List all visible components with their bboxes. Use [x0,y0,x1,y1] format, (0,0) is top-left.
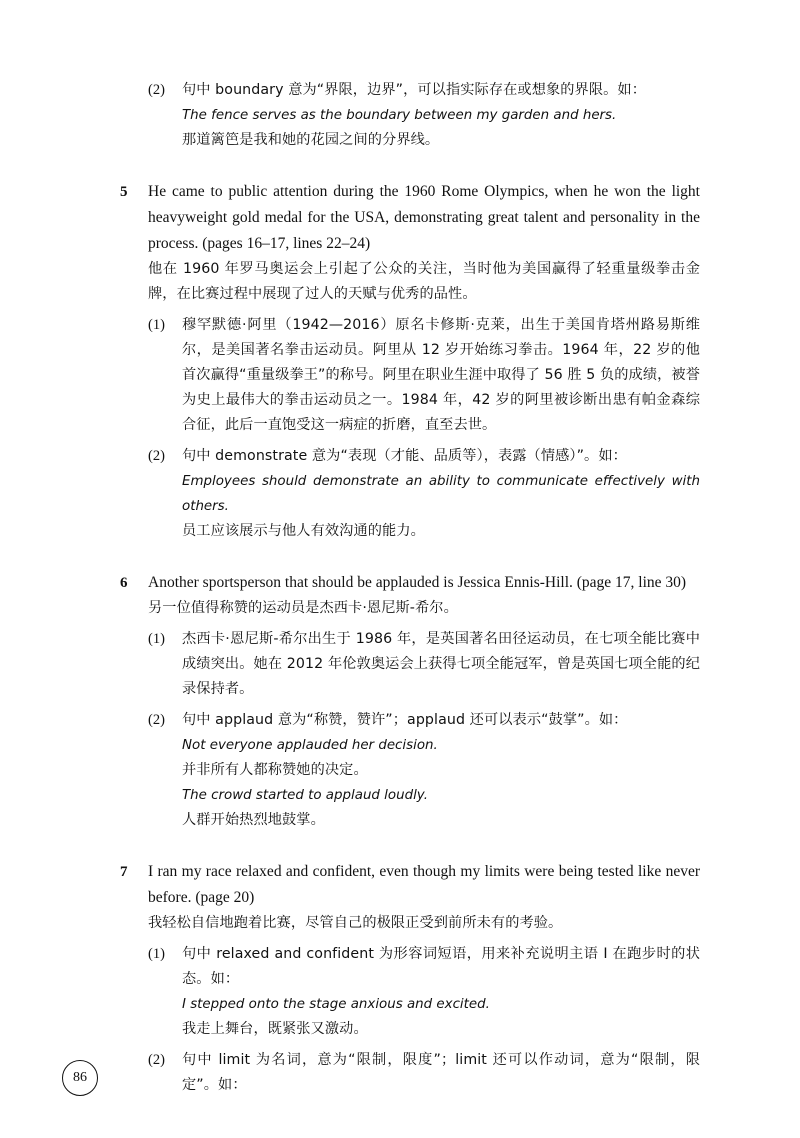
sub-item [148,78,700,153]
example-sentence: I stepped onto the stage anxious and excited. [182,997,490,1012]
example-translation: 员工应该展示与他人有效沟通的能力。 [182,523,425,539]
note-text: 穆罕默德·阿里（1942—2016）原名卡修斯·克莱，出生于美国肯塔州路易斯维尔，是美国著名拳击运动员。阿里从 12 岁开始练习拳击。1964 年，22 岁的他首次赢得“重量级拳王”的称号。阿里在职业生涯中取得了 56 胜 5 负的成绩，被誉为史上最伟大的拳击运动员之一。1984 年，42 岁的阿里被诊断出患有帕金森综合征，此后一直饱受这一病症的折磨，直至去世。 [182,317,700,433]
note-text: 句中 relaxed and confident 为形容词短语，用来补充说明主语 I 在跑步时的状态。如： [182,946,700,987]
entry-block [120,570,700,833]
sub-item-body [182,1048,700,1098]
example-sentence: The fence serves as the boundary between my garden and hers. [182,108,617,123]
sub-item [148,708,700,833]
example-translation: 我走上舞台，既紧张又激动。 [182,1021,368,1037]
note-text: 句中 applaud 意为“称赞，赞许”；applaud 还可以表示“鼓掌”。如： [182,712,628,728]
entry-number: 7 [120,864,128,880]
entry-translation: 他在 1960 年罗马奥运会上引起了公众的关注，当时他为美国赢得了轻重量级拳击金牌，在比赛过程中展现了过人的天赋与优秀的品性。 [148,261,700,302]
entry-translation: 我轻松自信地跑着比赛，尽管自己的极限正受到前所未有的考验。 [148,915,563,931]
sub-item-label: (2) [148,712,165,728]
entry-body [148,179,700,544]
example-sentence: Not everyone applauded her decision. [182,738,438,753]
entry-number: 6 [120,575,128,591]
entry-number [120,72,148,153]
sub-item-label: (2) [148,82,165,98]
entry-body [148,570,700,833]
note-text: 句中 boundary 意为“界限，边界”，可以指实际存在或想象的界限。如： [182,82,646,98]
note-text: 句中 demonstrate 意为“表现（才能、品质等），表露（情感）”。如： [182,448,627,464]
example-translation: 那道篱笆是我和她的花园之间的分界线。 [182,132,440,148]
example-translation: 人群开始热烈地鼓掌。 [182,812,325,828]
example-sentence: The crowd started to applaud loudly. [182,788,428,803]
example-translation: 并非所有人都称赞她的决定。 [182,762,368,778]
entry-source-sentence: I ran my race relaxed and confident, even though my limits were being tested like never before. (page 20) [148,863,700,906]
entry-block [120,179,700,544]
page-number: 86 [62,1060,98,1096]
example-sentence: Employees should demonstrate an ability to communicate effectively with others. [182,474,700,514]
sub-item-body [182,708,700,833]
entry-block [120,72,700,153]
sub-item-label: (1) [148,946,165,962]
sub-item-body [182,313,700,438]
sub-item-label: (2) [148,448,165,464]
sub-item-body [182,78,700,153]
sub-item-label: (1) [148,317,165,333]
sub-item-label: (1) [148,631,165,647]
sub-item [148,627,700,702]
entry-source-sentence: He came to public attention during the 1960 Rome Olympics, when he won the light heavyweight gold medal for the USA, demonstrating great talent and personality in the process. (pages 16–17, lines 22–24) [148,183,700,252]
entry-translation: 另一位值得称赞的运动员是杰西卡·恩尼斯-希尔。 [148,600,458,616]
sub-item [148,1048,700,1098]
sub-item-label: (2) [148,1052,165,1068]
sub-item [148,313,700,438]
note-text: 句中 limit 为名词，意为“限制，限度”；limit 还可以作动词，意为“限制，限定”。如： [182,1052,700,1093]
note-text: 杰西卡·恩尼斯-希尔出生于 1986 年，是英国著名田径运动员，在七项全能比赛中成绩突出。她在 2012 年伦敦奥运会上获得七项全能冠军，曾是英国七项全能的纪录保持者。 [182,631,700,697]
entry-number: 5 [120,184,128,200]
entry-body [148,72,700,153]
sub-item-body [182,444,700,544]
entry-source-sentence: Another sportsperson that should be applauded is Jessica Ennis-Hill. (page 17, line 30) [148,574,687,591]
entry-body [148,859,700,1098]
sub-item [148,942,700,1042]
sub-item-body [182,942,700,1042]
entry-block [120,859,700,1098]
sub-item [148,444,700,544]
sub-item-body [182,627,700,702]
